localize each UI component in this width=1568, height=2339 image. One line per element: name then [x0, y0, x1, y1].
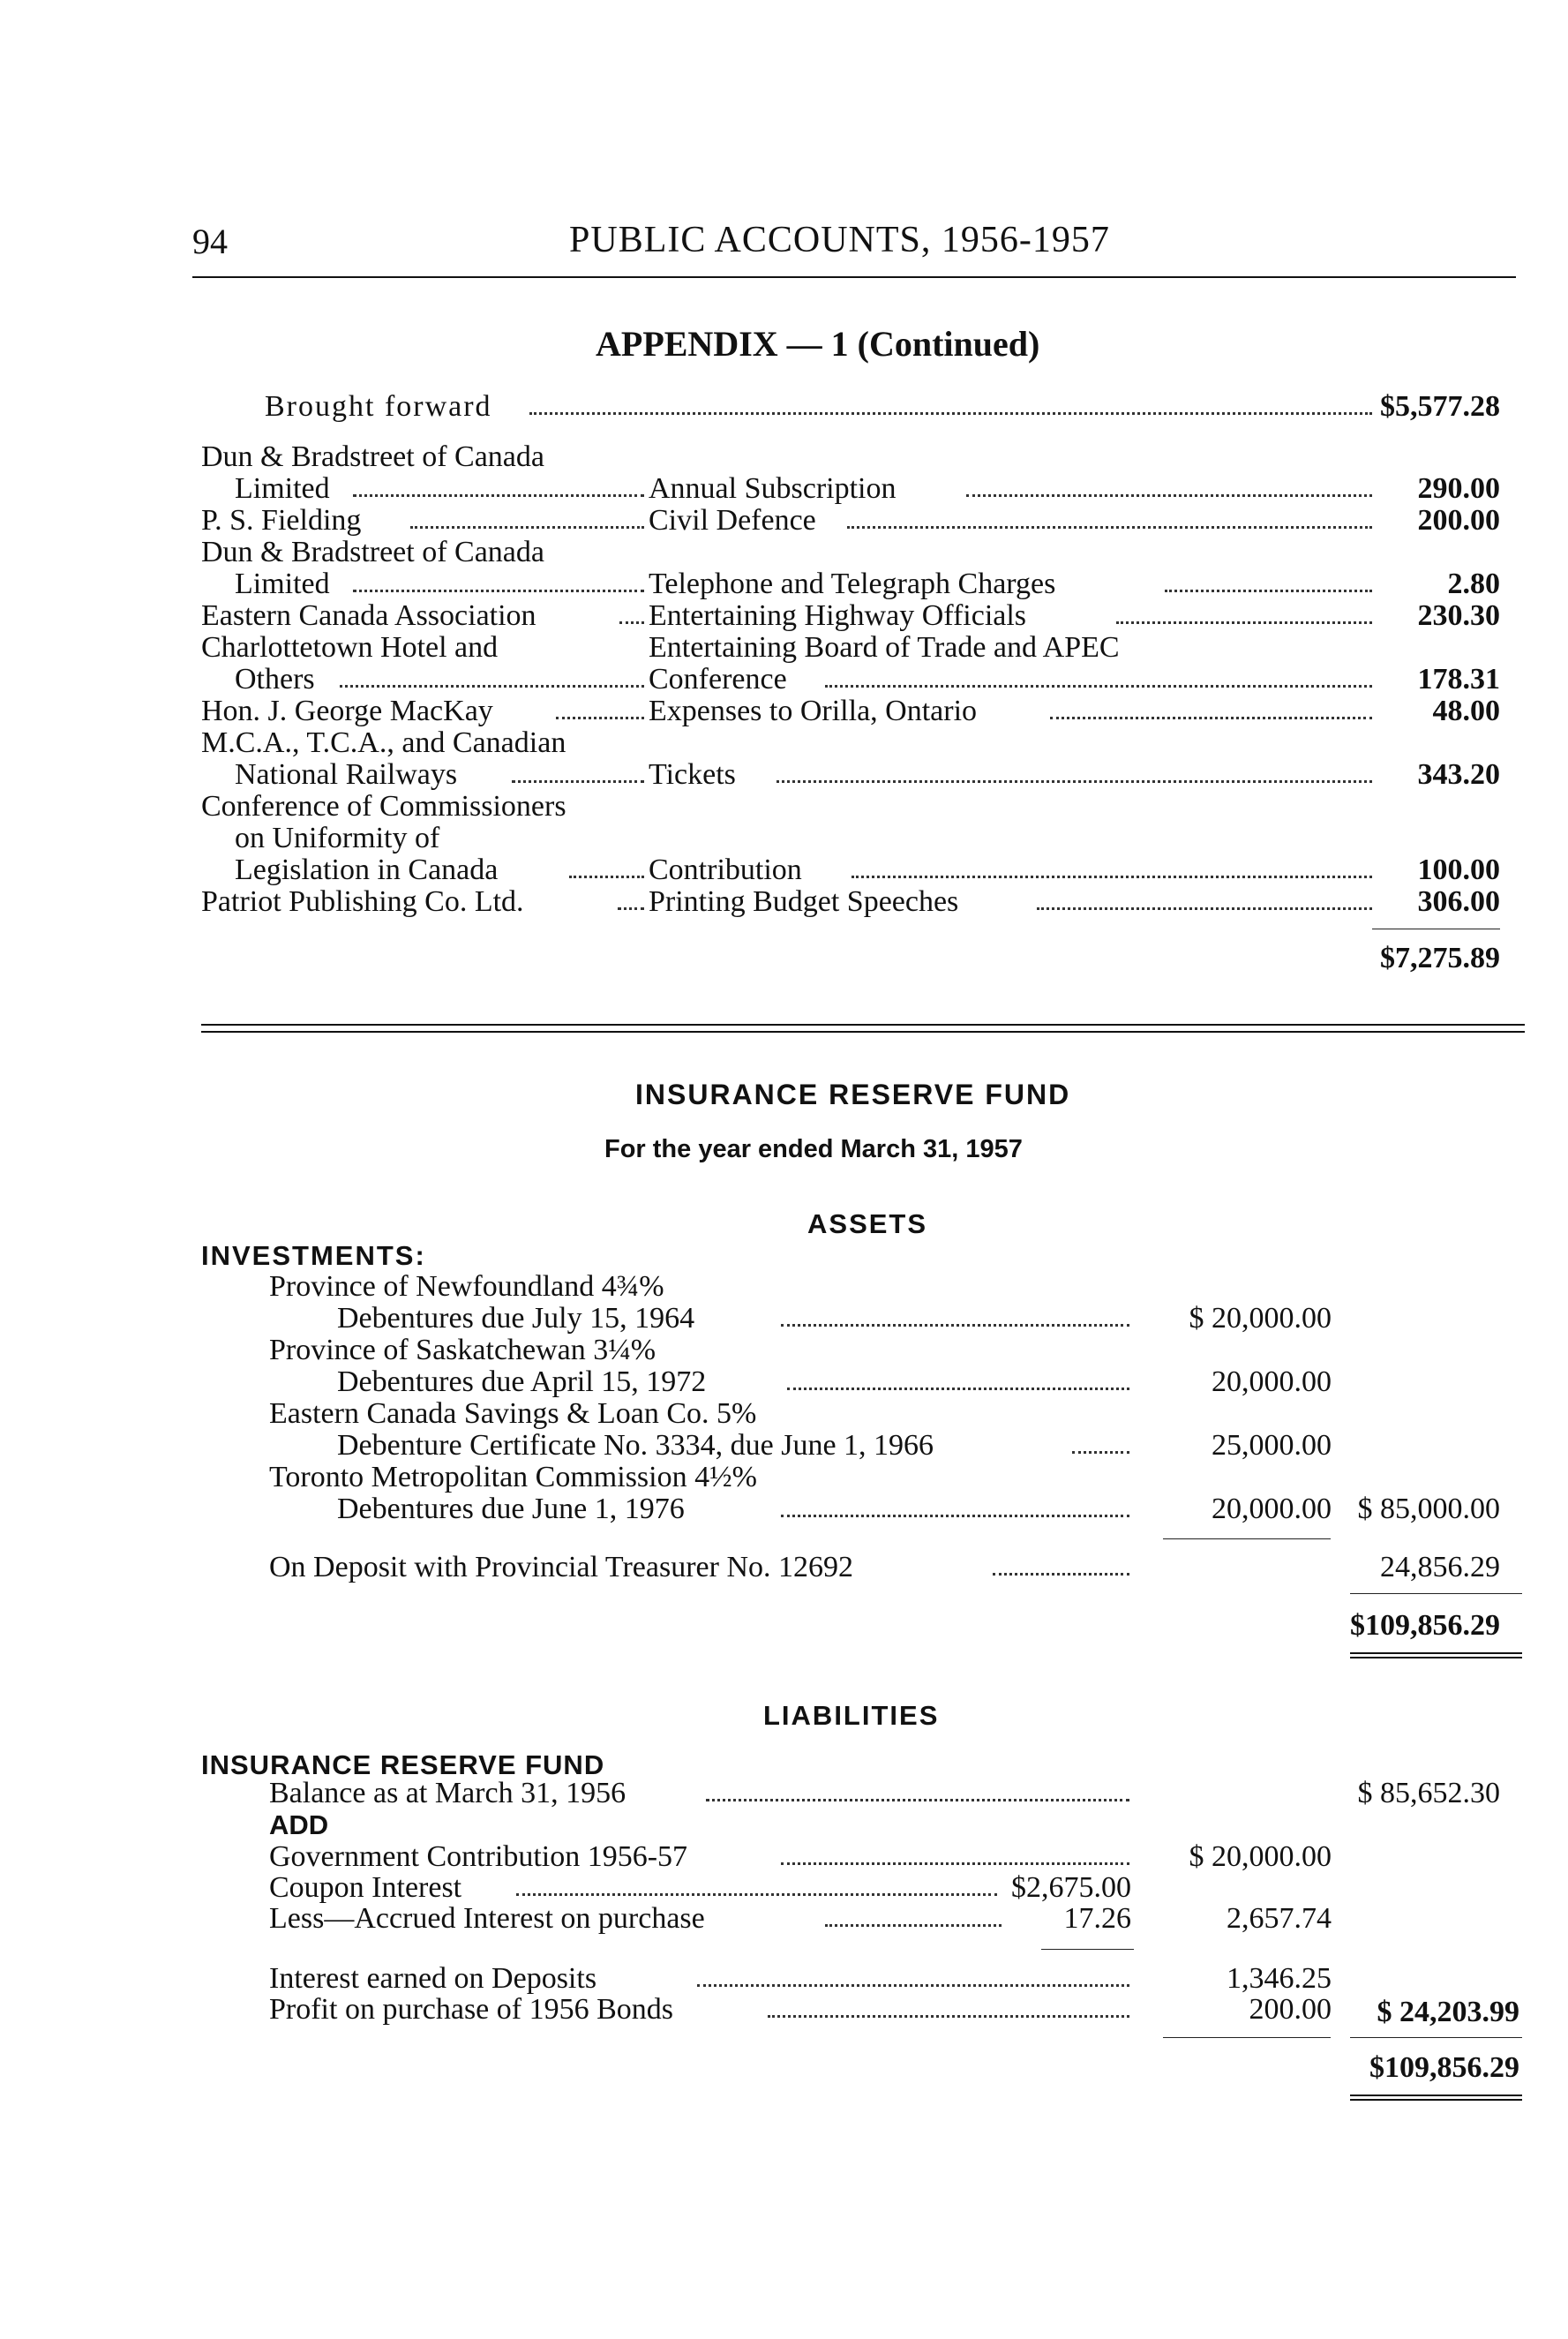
amount: 100.00 [1417, 854, 1500, 886]
total-rule [1350, 1593, 1522, 1594]
profit-amount: 200.00 [1249, 1993, 1332, 2026]
investment-amount: 20,000.00 [1212, 1365, 1332, 1398]
amount: 178.31 [1417, 663, 1500, 696]
purpose: Printing Budget Speeches [649, 885, 959, 918]
profit-label: Profit on purchase of 1956 Bonds [269, 1993, 674, 2026]
payee: P. S. Fielding [201, 504, 362, 537]
payee: Others [235, 663, 315, 696]
less-label: Less—Accrued Interest on purchase [269, 1902, 705, 1935]
purpose: Telephone and Telegraph Charges [649, 568, 1056, 600]
amount: 2.80 [1447, 568, 1500, 600]
purpose: Expenses to Orilla, Ontario [649, 695, 978, 727]
assets-heading: ASSETS [807, 1208, 928, 1239]
purpose: Entertaining Board of Trade and APEC [649, 631, 1120, 664]
interest-amount: 1,346.25 [1227, 1962, 1332, 1995]
add-label: ADD [269, 1809, 329, 1840]
double-rule [1350, 2099, 1522, 2101]
investment-name: Province of Newfoundland 4¾% [269, 1270, 664, 1303]
header-rule [192, 276, 1516, 278]
purpose: Conference [649, 663, 787, 696]
amount: 290.00 [1417, 472, 1500, 505]
payee: National Railways [235, 758, 458, 791]
section-divider [201, 1031, 1525, 1033]
coupon-label: Coupon Interest [269, 1871, 462, 1904]
brought-forward-amount: $5,577.28 [1380, 390, 1500, 423]
double-rule [1350, 1652, 1522, 1654]
investment-amount: 20,000.00 [1212, 1493, 1332, 1525]
investments-heading: INVESTMENTS: [201, 1240, 426, 1271]
payee: Limited [235, 472, 330, 505]
deposit-amount: 24,856.29 [1380, 1551, 1500, 1583]
page-number: 94 [192, 222, 228, 261]
liabilities-total: $109,856.29 [1369, 2051, 1519, 2084]
investment-name: Eastern Canada Savings & Loan Co. 5% [269, 1397, 757, 1430]
page-header-title: PUBLIC ACCOUNTS, 1956-1957 [569, 220, 1110, 260]
investment-detail: Debentures due July 15, 1964 [337, 1302, 695, 1335]
amount: 343.20 [1417, 758, 1500, 791]
appendix-title: APPENDIX — 1 (Continued) [596, 324, 1040, 364]
investment-name: Province of Saskatchewan 3¼% [269, 1334, 656, 1366]
appendix-total: $7,275.89 [1380, 942, 1500, 974]
investment-detail: Debentures due June 1, 1976 [337, 1493, 685, 1525]
section-divider [201, 1024, 1525, 1026]
investment-detail: Debenture Certificate No. 3334, due June 1, 1966 [337, 1429, 934, 1462]
payee: M.C.A., T.C.A., and Canadian [201, 726, 566, 759]
subtotal-rule [1041, 1949, 1134, 1950]
payee: Charlottetown Hotel and [201, 631, 499, 664]
brought-forward-label: Brought forward [265, 390, 492, 423]
coupon-amount: $2,675.00 [1011, 1871, 1131, 1904]
additions-total: $ 24,203.99 [1377, 1996, 1519, 2028]
gov-label: Government Contribution 1956-57 [269, 1840, 688, 1873]
irf-heading: INSURANCE RESERVE FUND [201, 1749, 605, 1780]
investment-detail: Debentures due April 15, 1972 [337, 1365, 707, 1398]
interest-label: Interest earned on Deposits [269, 1962, 597, 1995]
amount: 48.00 [1432, 695, 1500, 727]
double-rule [1350, 1657, 1522, 1658]
payee: on Uniformity of [235, 822, 440, 854]
subtotal-rule [1163, 2037, 1331, 2038]
balance-amount: $ 85,652.30 [1357, 1777, 1500, 1809]
payee: Limited [235, 568, 330, 600]
total-rule [1350, 2037, 1522, 2038]
double-rule [1350, 2095, 1522, 2096]
coupon-net: 2,657.74 [1227, 1902, 1332, 1935]
fund-subtitle: For the year ended March 31, 1957 [604, 1135, 1023, 1163]
gov-amount: $ 20,000.00 [1189, 1840, 1332, 1873]
purpose: Civil Defence [649, 504, 816, 537]
amount: 230.30 [1417, 599, 1500, 632]
investment-amount: $ 20,000.00 [1189, 1302, 1332, 1335]
assets-total: $109,856.29 [1350, 1609, 1500, 1642]
deposit-label: On Deposit with Provincial Treasurer No. 12692 [269, 1551, 854, 1583]
purpose: Tickets [649, 758, 736, 791]
amount: 306.00 [1417, 885, 1500, 918]
payee: Eastern Canada Association [201, 599, 536, 632]
purpose: Entertaining Highway Officials [649, 599, 1027, 632]
liabilities-heading: LIABILITIES [763, 1700, 940, 1731]
investment-name: Toronto Metropolitan Commission 4½% [269, 1461, 757, 1493]
payee: Hon. J. George MacKay [201, 695, 493, 727]
payee: Legislation in Canada [235, 854, 499, 886]
payee: Conference of Commissioners [201, 790, 566, 823]
payee: Dun & Bradstreet of Canada [201, 440, 544, 473]
balance-label: Balance as at March 31, 1956 [269, 1777, 626, 1809]
purpose: Annual Subscription [649, 472, 897, 505]
purpose: Contribution [649, 854, 802, 886]
amount: 200.00 [1417, 504, 1500, 537]
subtotal-rule [1163, 1538, 1331, 1539]
payee: Patriot Publishing Co. Ltd. [201, 885, 524, 918]
fund-title: INSURANCE RESERVE FUND [635, 1079, 1071, 1110]
payee: Dun & Bradstreet of Canada [201, 536, 544, 568]
investments-total: $ 85,000.00 [1357, 1493, 1500, 1525]
investment-amount: 25,000.00 [1212, 1429, 1332, 1462]
less-amount: 17.26 [1063, 1902, 1131, 1935]
